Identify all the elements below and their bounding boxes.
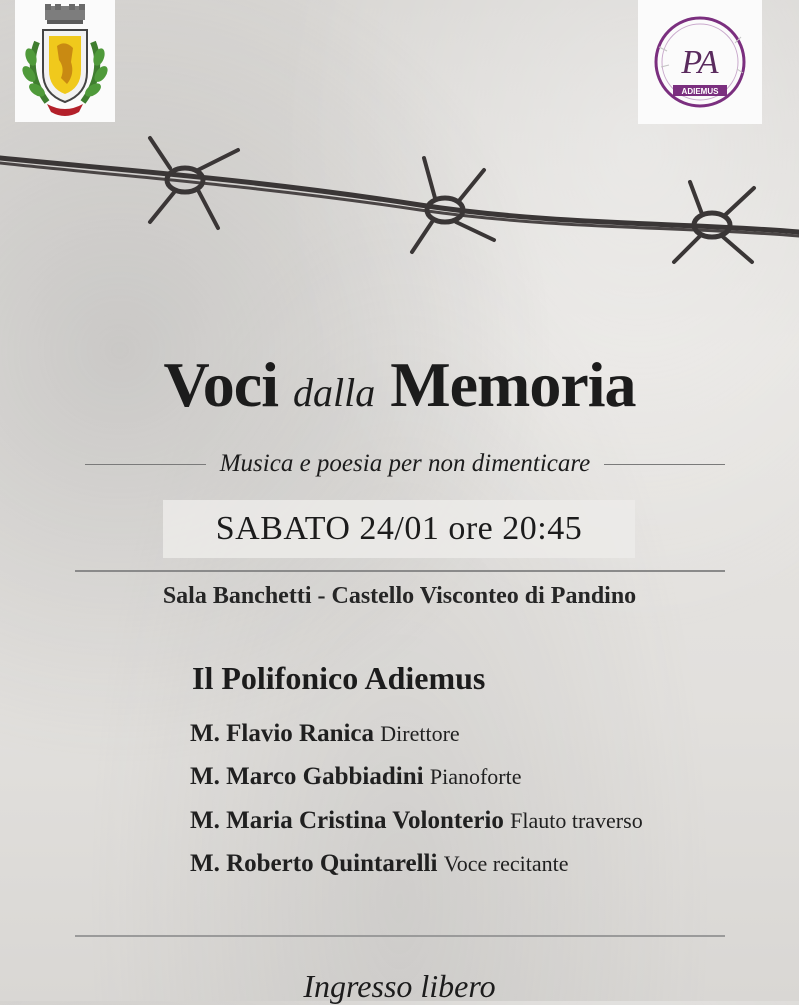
performer-name: M. Roberto Quintarelli [190, 850, 438, 877]
title-word-memoria: Memoria [390, 349, 636, 420]
performer-item [190, 720, 460, 748]
performer-role: Pianoforte [429, 764, 522, 789]
event-venue: Sala Banchetti - Castello Visconteo di Pandino [162, 583, 637, 609]
municipal-crest-icon [17, 2, 113, 120]
adiemus-monogram: PA [681, 44, 719, 81]
title-word-voci: Voci [163, 349, 278, 420]
adiemus-logo-icon [645, 7, 755, 117]
entry-note: Ingresso libero [303, 968, 496, 1004]
barbed-wire-graphic [0, 130, 799, 270]
performer-item [190, 807, 643, 835]
subtitle-rule-right [604, 464, 725, 465]
performer-name: M. Flavio Ranica [190, 720, 375, 747]
performer-name: M. Marco Gabbiadini [190, 763, 424, 790]
subtitle-rule-left [85, 464, 206, 465]
municipal-crest-logo [15, 0, 115, 122]
performer-name: M. Maria Cristina Volonterio [190, 807, 504, 834]
adiemus-logo [638, 0, 762, 124]
performer-role: Flauto traverso [510, 808, 643, 833]
bottom-divider [75, 935, 725, 937]
event-subtitle: Musica e poesia per non dimenticare [219, 450, 591, 477]
subtitle-row [85, 448, 725, 480]
performer-role: Voce recitante [443, 851, 569, 876]
divider [75, 570, 725, 572]
ensemble-name: Il Polifonico Adiemus [192, 660, 486, 696]
event-title [0, 350, 799, 428]
performer-item [190, 850, 569, 878]
performer-item [190, 763, 522, 791]
adiemus-logo-text: ADIEMUS [681, 87, 719, 96]
event-datetime: SABATO 24/01 ore 20:45 [163, 500, 635, 558]
title-word-dalla: dalla [292, 370, 376, 415]
performer-role: Direttore [380, 721, 460, 746]
